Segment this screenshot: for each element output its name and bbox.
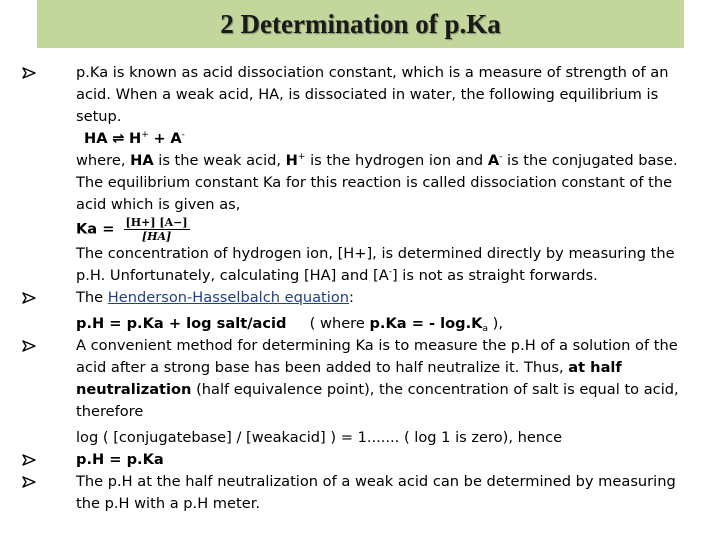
where-paragraph <box>0 150 720 216</box>
where-text-3: is the hydrogen ion and <box>305 152 488 169</box>
h-charge: + <box>141 130 149 140</box>
hh-eq-pka: p.Ka = - log.K <box>369 315 483 332</box>
ka-fraction <box>124 216 190 243</box>
ka-label: Ka = <box>76 220 120 238</box>
slide-body <box>0 62 720 515</box>
arrow-bullet-icon <box>22 67 36 79</box>
hh-eq-sub: a <box>482 324 489 334</box>
conc-text-2: ] is not as straight forwards. <box>391 267 598 284</box>
bullet-convenient-method <box>0 335 720 423</box>
where-a-charge: - <box>499 152 503 162</box>
reactant-ha: HA <box>84 130 108 147</box>
equilibrium-reaction <box>0 128 720 150</box>
arrow-bullet-icon <box>22 340 36 352</box>
plus-sign: + <box>153 130 166 147</box>
concentration-paragraph <box>0 243 720 287</box>
where-h-charge: + <box>297 152 306 162</box>
ka-numerator: [H+] [A−] <box>125 216 188 229</box>
where-text-2: is the weak acid, <box>153 152 286 169</box>
arrow-bullet-icon <box>22 454 36 466</box>
a-charge: - <box>181 130 185 140</box>
ph-equals-pka: p.H = p.Ka <box>76 451 164 468</box>
conv-half-neutralization: at half neutralization <box>76 359 622 398</box>
bullet-final <box>0 471 720 515</box>
where-ha: HA <box>130 152 154 169</box>
final-text: The p.H at the half neutralization of a weak acid can be determined by measuring the p.H with a p.H meter. <box>76 473 676 512</box>
product-h: H <box>129 130 142 147</box>
hh-text-2: : <box>349 289 354 306</box>
where-a: A <box>487 152 500 169</box>
hh-text-1: The <box>76 289 108 306</box>
hh-eq-where: ( where <box>286 315 370 332</box>
log-line-text: log ( [conjugatebase] / [weakacid] ) = 1....... ( log 1 is zero), hence <box>76 429 563 446</box>
hh-eq-end: ), <box>488 315 503 332</box>
bullet-ph-equals-pka <box>0 449 720 471</box>
conv-text-1: A convenient method for determining Ka is to measure the p.H of a solution of the acid after a strong base has been added to half neutralize it. Thus, <box>76 337 678 376</box>
ka-denominator: [HA] <box>141 230 172 243</box>
equilibrium-arrows: ⇌ <box>112 130 125 147</box>
ka-equation <box>0 216 720 243</box>
hh-equation <box>0 313 720 335</box>
bullet-henderson-hasselbalch <box>0 287 720 309</box>
page-title: 2 Determination of p.Ka <box>220 8 501 39</box>
title-banner <box>37 0 684 48</box>
where-text-1: where, <box>76 152 131 169</box>
conv-text-2: (half equivalence point), the concentration of salt is equal to acid, therefore <box>76 381 679 420</box>
henderson-hasselbalch-link[interactable]: Henderson-Hasselbalch equation <box>107 289 350 306</box>
where-text-4: is the conjugated base. The equilibrium constant Ka for this reaction is called dissociation constant of the acid which is given as, <box>76 152 678 213</box>
where-h: H <box>285 152 298 169</box>
hh-eq-main: p.H = p.Ka + log salt/acid <box>76 315 287 332</box>
conc-charge: - <box>388 267 392 277</box>
product-a: A <box>170 130 182 147</box>
pka-definition-text: p.Ka is known as acid dissociation constant, which is a measure of strength of an acid. When a weak acid, HA, is dissociated in water, the following equilibrium is setup. <box>76 64 669 125</box>
arrow-bullet-icon <box>22 476 36 488</box>
log-line <box>0 427 720 449</box>
arrow-bullet-icon <box>22 292 36 304</box>
bullet-pka-definition <box>0 62 720 128</box>
conc-text-1: The concentration of hydrogen ion, [H+], is determined directly by measuring the p.H. Unfortunately, calculating [HA] and [A <box>76 245 675 284</box>
